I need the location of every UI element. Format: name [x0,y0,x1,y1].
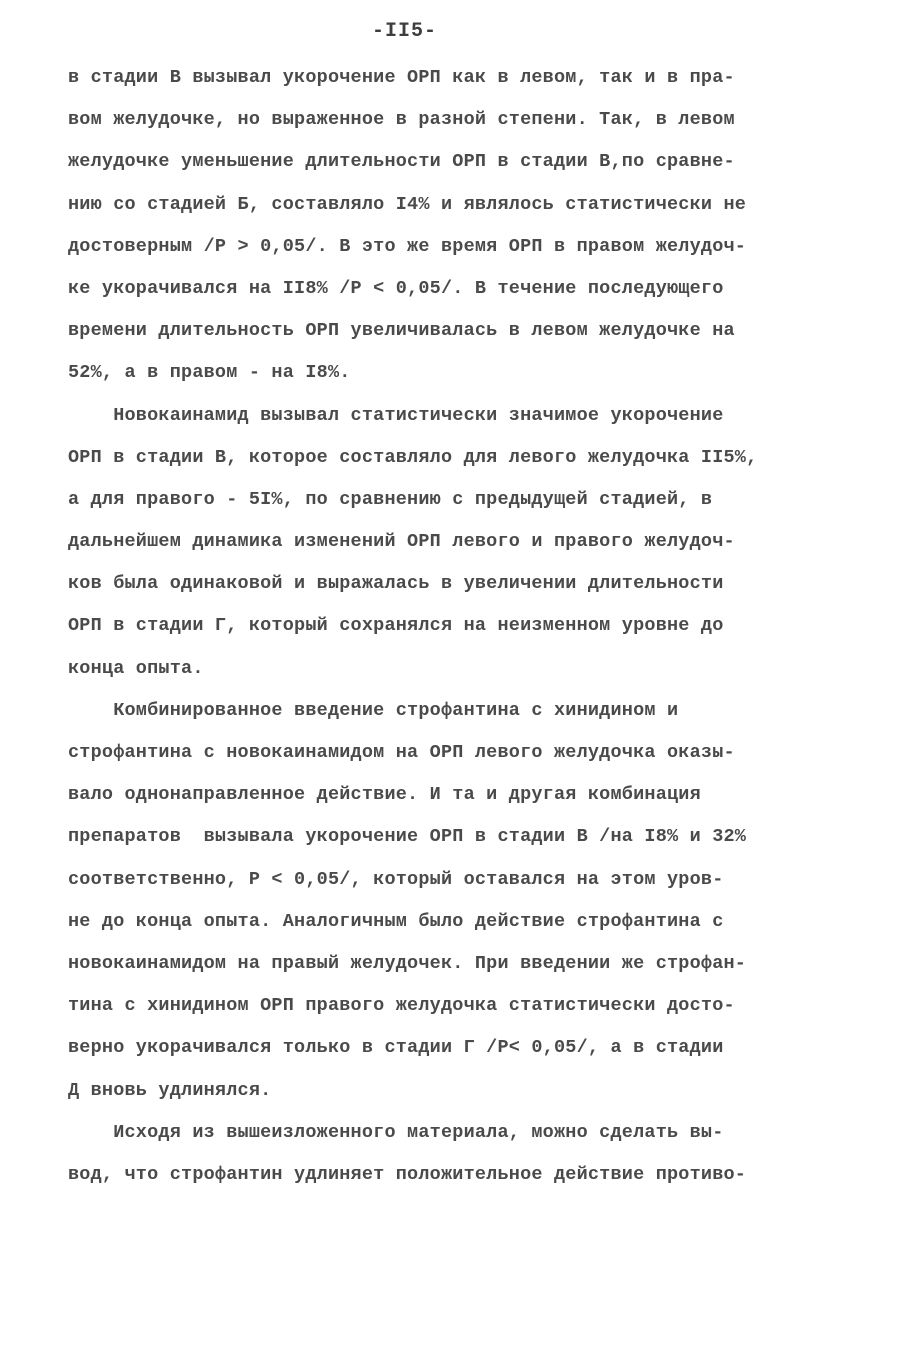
body-text [68,57,848,1196]
page-number: -II5- [372,20,438,43]
text-line: вом желудочке, но выраженное в разной степени. Так, в левом [68,109,735,131]
text-line: соответственно, Р < 0,05/, который оставался на этом уров- [68,868,724,890]
text-line: препаратов вызывала укорочение ОРП в стадии В /на I8% и 32% [68,826,747,848]
text-line: вод, что строфантин удлиняет положительное действие противо- [68,1163,747,1185]
text-line: верно укорачивался только в стадии Г /Р< 0,05/, а в стадии [68,1037,724,1059]
text-line: новокаинамидом на правый желудочек. При введении же строфан- [68,952,747,974]
text-line: а для правого - 5I%, по сравнению с предыдущей стадией, в [68,488,713,510]
text-line: желудочке уменьшение длительности ОРП в стадии В,по сравне- [68,151,735,173]
text-line: Исходя из вышеизложенного материала, можно сделать вы- [68,1121,724,1143]
text-line: дальнейшем динамика изменений ОРП левого и правого желудоч- [68,531,735,553]
text-line: строфантина с новокаинамидом на ОРП левого желудочка оказы- [68,742,735,763]
text-line: тина с хинидином ОРП правого желудочка статистически досто- [68,995,735,1017]
text-line: времени длительность ОРП увеличивалась в левом желудочке на [68,320,735,342]
text-line: достоверным /Р > 0,05/. В это же время ОРП в правом желудоч- [68,235,747,257]
text-line: нию со стадией Б, составляло I4% и являлось статистически не [68,193,747,215]
text-line: 52%, а в правом - на I8%. [68,362,351,384]
text-line: вало однонаправленное действие. И та и другая комбинация [68,784,701,806]
text-line: Новокаинамид вызывал статистически значимое укорочение [68,404,724,426]
text-line: ОРП в стадии Г, который сохранялся на неизменном уровне до [68,615,724,637]
text-line: конца опыта. [68,657,204,679]
text-line: Комбинированное введение строфантина с хинидином и [68,699,679,721]
text-line: ОРП в стадии В, которое составляло для левого желудочка II5%, [68,446,758,468]
text-line: ке укорачивался на II8% /Р < 0,05/. В течение последующего [68,277,724,299]
text-line: в стадии В вызывал укорочение ОРП как в левом, так и в пра- [68,67,735,88]
text-line: не до конца опыта. Аналогичным было действие строфантина с [68,910,724,932]
text-line: ков была одинаковой и выражалась в увеличении длительности [68,573,724,595]
text-line: Д вновь удлинялся. [68,1079,272,1101]
